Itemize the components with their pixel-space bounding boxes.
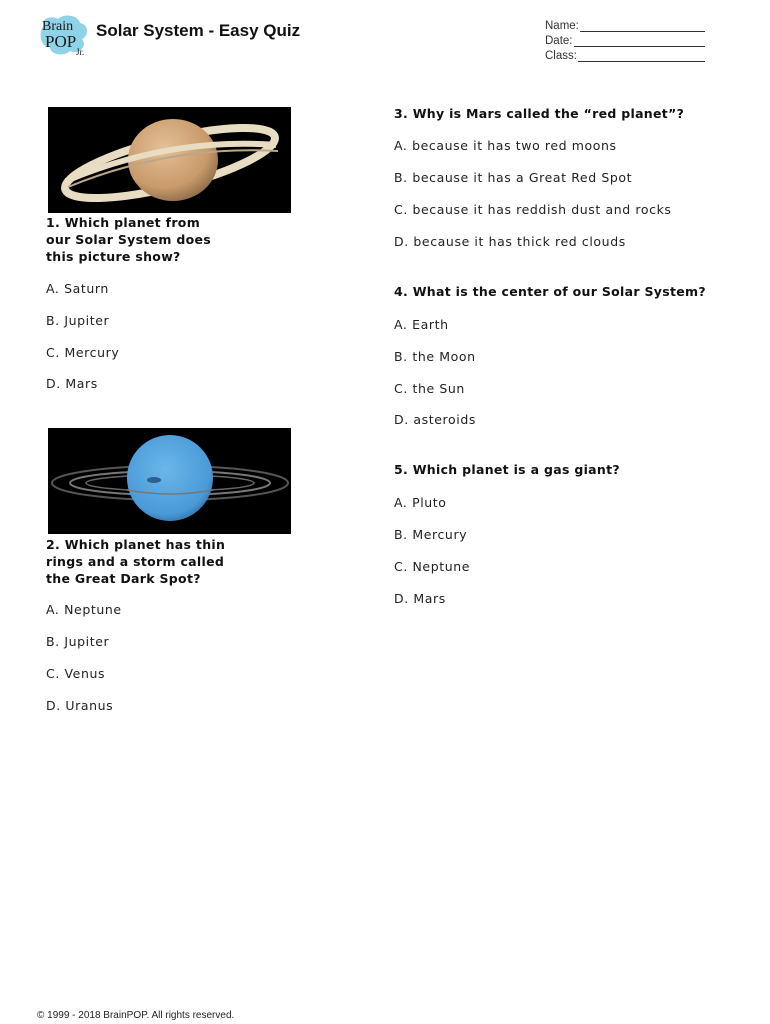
- q4-option-d[interactable]: D. asteroids: [394, 412, 476, 427]
- q4-option-a[interactable]: A. Earth: [394, 317, 449, 332]
- q5-option-d[interactable]: D. Mars: [394, 591, 446, 606]
- question-5-text: 5. Which planet is a gas giant?: [394, 462, 620, 477]
- q3-option-b[interactable]: B. because it has a Great Red Spot: [394, 170, 633, 185]
- q1-option-d[interactable]: D. Mars: [46, 376, 98, 391]
- q3-option-a[interactable]: A. because it has two red moons: [394, 138, 617, 153]
- brainpop-jr-logo: [38, 13, 92, 57]
- q5-option-a[interactable]: A. Pluto: [394, 495, 447, 510]
- q4-option-c[interactable]: C. the Sun: [394, 381, 465, 396]
- neptune-image: [48, 428, 291, 534]
- q2-option-d[interactable]: D. Uranus: [46, 698, 114, 713]
- saturn-image: [48, 107, 291, 213]
- question-3-text: 3. Why is Mars called the “red planet”?: [394, 106, 685, 121]
- q1-option-b[interactable]: B. Jupiter: [46, 313, 110, 328]
- question-4-text: 4. What is the center of our Solar System?: [394, 284, 706, 299]
- logo-text-jr: Jr.: [76, 47, 85, 57]
- question-2-text: 2. Which planet has thin rings and a storm called the Great Dark Spot?: [46, 537, 226, 586]
- name-field[interactable]: [545, 17, 705, 32]
- date-label: Date:: [545, 35, 573, 47]
- quiz-title: Solar System - Easy Quiz: [96, 21, 301, 40]
- copyright-footer: © 1999 - 2018 BrainPOP. All rights reserved.: [37, 1010, 235, 1021]
- q2-option-c[interactable]: C. Venus: [46, 666, 106, 681]
- logo-text-pop: POP: [45, 32, 77, 51]
- q2-option-a[interactable]: A. Neptune: [46, 602, 122, 617]
- q3-option-d[interactable]: D. because it has thick red clouds: [394, 234, 626, 249]
- q2-option-b[interactable]: B. Jupiter: [46, 634, 110, 649]
- q1-option-c[interactable]: C. Mercury: [46, 345, 120, 360]
- q1-option-a[interactable]: A. Saturn: [46, 281, 109, 296]
- student-info-fields: [545, 17, 705, 62]
- class-field[interactable]: [545, 47, 705, 62]
- q5-option-b[interactable]: B. Mercury: [394, 527, 468, 542]
- q4-option-b[interactable]: B. the Moon: [394, 349, 476, 364]
- class-label: Class:: [545, 50, 577, 62]
- date-field[interactable]: [545, 32, 705, 47]
- logo-text-brain: Brain: [42, 19, 74, 34]
- question-1-text: 1. Which planet from our Solar System does this picture show?: [46, 215, 212, 264]
- name-label: Name:: [545, 20, 579, 32]
- q3-option-c[interactable]: C. because it has reddish dust and rocks: [394, 202, 672, 217]
- q5-option-c[interactable]: C. Neptune: [394, 559, 471, 574]
